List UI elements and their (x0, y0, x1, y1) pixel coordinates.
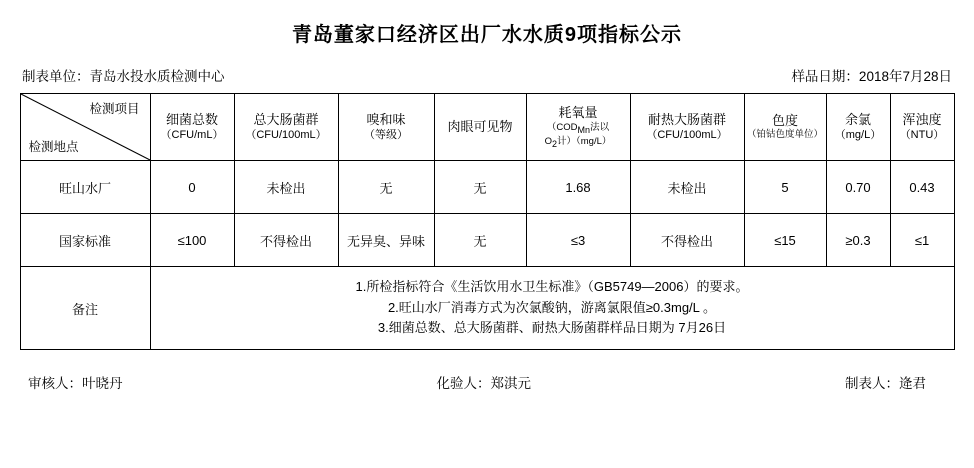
header-unit-6: （铂钴色度单位） (746, 129, 823, 141)
header-visible-matter (434, 94, 526, 161)
header-residual-chlorine (826, 94, 890, 161)
table-header-row (20, 94, 954, 161)
cell-1-5: 不得检出 (630, 214, 744, 267)
note-line-0: 1.所检指标符合《生活饮用水卫生标准》（GB5749—2006）的要求。 (355, 278, 749, 294)
cell-0-8: 0.43 (890, 161, 954, 214)
cell-1-6: ≤15 (744, 214, 826, 267)
cell-0-1: 未检出 (234, 161, 338, 214)
cell-1-4: ≤3 (526, 214, 630, 267)
corner-top-label: 检测项目 (89, 102, 140, 116)
reviewer-label: 审核人：叶晓丹 (28, 376, 123, 391)
page-title: 青岛董家口经济区出厂水水质9项指标公示 (291, 24, 683, 46)
header-total-coliform (234, 94, 338, 161)
corner-header-cell (20, 94, 150, 161)
row-location-1: 国家标准 (20, 214, 150, 267)
cell-0-5: 未检出 (630, 161, 744, 214)
cell-1-8: ≤1 (890, 214, 954, 267)
header-name-8: 浑浊度 (902, 111, 942, 127)
cell-0-0: 0 (150, 161, 234, 214)
corner-bottom-label: 检测地点 (28, 140, 79, 154)
header-turbidity (890, 94, 954, 161)
header-name-3: 肉眼可见物 (447, 119, 513, 135)
note-line-2: 3.细菌总数、总大肠菌群、耐热大肠菌群样品日期为 7月26日 (377, 320, 727, 336)
cell-1-2: 无异臭、异味 (338, 214, 434, 267)
analyst-label: 化验人：郑淇元 (436, 376, 531, 391)
header-chromaticity (744, 94, 826, 161)
header-name-2: 嗅和味 (366, 111, 406, 127)
header-name-6: 色度 (771, 112, 798, 128)
header-odor-taste (338, 94, 434, 161)
cell-0-3: 无 (434, 161, 526, 214)
header-unit-4b: O2计）（mg/L） (544, 135, 612, 149)
preparer-label: 制表人：逄君 (845, 376, 926, 391)
header-oxygen-consumption (526, 94, 630, 161)
header-name-7: 余氯 (844, 111, 871, 127)
header-unit-8: （NTU） (899, 129, 945, 142)
cell-1-0: ≤100 (150, 214, 234, 267)
note-line-1: 2.旺山水厂消毒方式为次氯酸钠，游离氯限值≥0.3mg/L 。 (387, 299, 717, 315)
header-name-0: 细菌总数 (165, 111, 218, 127)
maker-unit-label: 制表单位：青岛水投水质检测中心 (22, 69, 225, 84)
cell-1-3: 无 (434, 214, 526, 267)
header-unit-1: （CFU/100mL） (245, 129, 327, 142)
signature-row (0, 350, 974, 392)
cell-0-7: 0.70 (826, 161, 890, 214)
cell-1-7: ≥0.3 (826, 214, 890, 267)
header-unit-2: （等级） (364, 129, 408, 142)
header-unit-0: （CFU/mL） (160, 129, 224, 142)
notes-label: 备注 (20, 267, 150, 350)
header-name-5: 耐热大肠菌群 (647, 111, 726, 127)
cell-0-6: 5 (744, 161, 826, 214)
header-unit-4: （CODMn法以 (546, 121, 610, 135)
water-quality-table (20, 93, 955, 350)
notes-row (20, 267, 954, 350)
row-location-0: 旺山水厂 (20, 161, 150, 214)
sample-date-label: 样品日期：2018年7月28日 (791, 69, 952, 84)
table-row (20, 214, 954, 267)
header-thermotolerant-coliform (630, 94, 744, 161)
notes-body (150, 267, 954, 350)
cell-1-1: 不得检出 (234, 214, 338, 267)
table-row (20, 161, 954, 214)
header-bacteria-count (150, 94, 234, 161)
header-unit-7: （mg/L） (834, 129, 882, 142)
meta-row (0, 55, 974, 93)
header-unit-5: （CFU/100mL） (646, 129, 728, 142)
cell-0-2: 无 (338, 161, 434, 214)
header-name-4: 耗氧量 (558, 105, 598, 121)
cell-0-4: 1.68 (526, 161, 630, 214)
header-name-1: 总大肠菌群 (253, 111, 319, 127)
